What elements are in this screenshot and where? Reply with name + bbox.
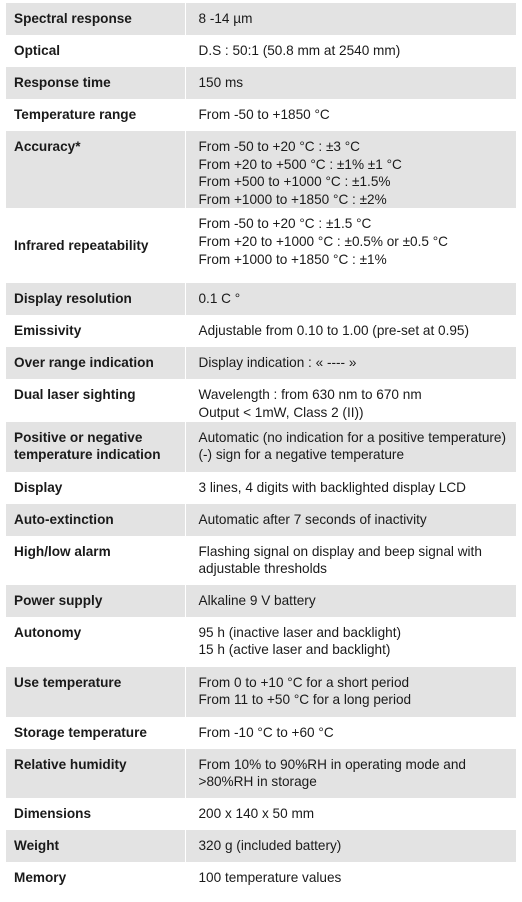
spec-value-line: 320 g (included battery) (198, 837, 342, 853)
spec-value-line: From +20 to +500 °C : ±1% ±1 °C (198, 156, 402, 172)
spec-value-line: From 11 to +50 °C for a long period (198, 692, 412, 708)
spec-value-line: Alkaline 9 V battery (198, 592, 316, 608)
spec-label-line: Over range indication (14, 355, 154, 371)
spec-label-line: Dimensions (14, 805, 92, 821)
spec-value (185, 585, 516, 617)
spec-label (6, 283, 185, 315)
spec-label-line: Memory (14, 869, 67, 885)
spec-label (6, 379, 185, 421)
spec-label (6, 347, 185, 379)
spec-value-line: (-) sign for a negative temperature (198, 447, 405, 463)
spec-label (6, 131, 185, 208)
spec-row (6, 667, 516, 717)
spec-label (6, 862, 185, 894)
spec-label-line: Optical (14, 43, 61, 58)
spec-label (6, 472, 185, 504)
spec-label-line: Power supply (14, 592, 103, 608)
spec-label (6, 315, 185, 347)
spec-value (185, 422, 516, 472)
spec-label (6, 422, 185, 472)
spec-value (185, 717, 516, 749)
spec-label (6, 585, 185, 617)
spec-value-line: Adjustable from 0.10 to 1.00 (pre-set at 0.95) (198, 323, 470, 339)
spec-row (6, 536, 516, 585)
spec-label (6, 3, 185, 35)
spec-value-line: 150 ms (198, 75, 244, 90)
spec-label-line: Emissivity (14, 323, 82, 339)
spec-value-line: 95 h (inactive laser and backlight) (198, 624, 402, 640)
spec-label (6, 35, 185, 67)
spec-row (6, 67, 516, 99)
spec-value (185, 379, 516, 421)
spec-row (6, 99, 516, 131)
spec-value-line: From -50 to +20 °C : ±3 °C (198, 139, 360, 154)
spec-value (185, 283, 516, 315)
spec-value-line: 8 -14 µm (198, 11, 253, 26)
spec-value-line: Display indication : « ---- » (198, 355, 357, 371)
spec-value-line: Wavelength : from 630 nm to 670 nm (198, 387, 422, 403)
spec-value-line: From -10 °C to +60 °C (198, 724, 334, 740)
spec-value (185, 472, 516, 504)
spec-label (6, 504, 185, 536)
spec-value (185, 208, 516, 283)
spec-label-line: Use temperature (14, 674, 122, 690)
spec-row (6, 208, 516, 283)
spec-value (185, 347, 516, 379)
spec-value-line: 0.1 C ° (198, 291, 241, 307)
spec-value (185, 35, 516, 67)
spec-row (6, 749, 516, 798)
spec-value-line: Automatic (no indication for a positive temperature) (198, 429, 507, 445)
spec-value-line: adjustable thresholds (198, 561, 327, 577)
spec-label-line: Display (14, 479, 63, 495)
spec-row (6, 798, 516, 830)
spec-row (6, 3, 516, 35)
spec-label (6, 830, 185, 862)
spec-label (6, 717, 185, 749)
spec-row (6, 35, 516, 67)
spec-row (6, 347, 516, 379)
spec-label-line: Dual laser sighting (14, 387, 136, 403)
spec-label-line: Positive or negative (14, 429, 143, 445)
spec-value (185, 131, 516, 208)
spec-value-line: From 0 to +10 °C for a short period (198, 674, 410, 690)
spec-label-line: Autonomy (14, 624, 82, 640)
spec-value-line: From -50 to +20 °C : ±1.5 °C (198, 216, 372, 232)
spec-label-line: Temperature range (14, 107, 137, 122)
spec-row (6, 283, 516, 315)
spec-value-line: From +1000 to +1850 °C : ±2% (198, 191, 387, 207)
spec-row (6, 315, 516, 347)
spec-value (185, 617, 516, 667)
spec-value (185, 99, 516, 131)
spec-value-line: >80%RH in storage (198, 774, 317, 790)
spec-value-line: Output < 1mW, Class 2 (II)) (198, 404, 364, 420)
spec-row (6, 131, 516, 208)
spec-label (6, 798, 185, 830)
specifications-table (6, 3, 516, 894)
spec-row (6, 717, 516, 749)
specifications-body (6, 3, 516, 894)
spec-label (6, 67, 185, 99)
spec-value (185, 504, 516, 536)
spec-label-line: Response time (14, 75, 111, 90)
spec-value (185, 830, 516, 862)
spec-value-line: From +20 to +1000 °C : ±0.5% or ±0.5 °C (198, 233, 448, 249)
spec-label (6, 99, 185, 131)
spec-row (6, 379, 516, 421)
spec-value-line: 100 temperature values (198, 869, 342, 885)
spec-label-line: Storage temperature (14, 724, 147, 740)
spec-value-line: From 10% to 90%RH in operating mode and (198, 756, 466, 772)
spec-label (6, 749, 185, 798)
spec-label (6, 536, 185, 585)
spec-value-line: D.S : 50:1 (50.8 mm at 2540 mm) (198, 43, 401, 58)
spec-label-line: Weight (14, 837, 60, 853)
spec-label-line: Display resolution (14, 291, 132, 307)
spec-label (6, 617, 185, 667)
spec-value (185, 749, 516, 798)
spec-value-line: 200 x 140 x 50 mm (198, 805, 315, 821)
spec-value (185, 3, 516, 35)
spec-label (6, 667, 185, 717)
spec-value-line: Flashing signal on display and beep signal with (198, 543, 482, 559)
spec-label-line: Auto-extinction (14, 511, 114, 527)
spec-row (6, 422, 516, 472)
spec-row (6, 617, 516, 667)
spec-label-line: High/low alarm (14, 543, 111, 559)
spec-value (185, 862, 516, 894)
spec-value-line: Automatic after 7 seconds of inactivity (198, 511, 427, 527)
spec-label-line: temperature indication (14, 447, 161, 463)
spec-value (185, 67, 516, 99)
spec-label-line: Relative humidity (14, 756, 127, 772)
spec-value-line: 15 h (active laser and backlight) (198, 642, 391, 658)
spec-value (185, 315, 516, 347)
spec-label-line: Accuracy* (14, 139, 81, 154)
spec-value-line: 3 lines, 4 digits with backlighted display LCD (198, 479, 466, 495)
spec-row (6, 585, 516, 617)
spec-row (6, 472, 516, 504)
spec-row (6, 862, 516, 894)
spec-value (185, 798, 516, 830)
spec-value (185, 536, 516, 585)
spec-value-line: From +500 to +1000 °C : ±1.5% (198, 174, 391, 190)
spec-label-line: Infrared repeatability (14, 238, 149, 254)
spec-label (6, 208, 185, 283)
spec-value (185, 667, 516, 717)
spec-row (6, 504, 516, 536)
spec-value-line: From +1000 to +1850 °C : ±1% (198, 251, 387, 267)
spec-value-line: From -50 to +1850 °C (198, 107, 330, 122)
spec-label-line: Spectral response (14, 11, 132, 26)
spec-row (6, 830, 516, 862)
